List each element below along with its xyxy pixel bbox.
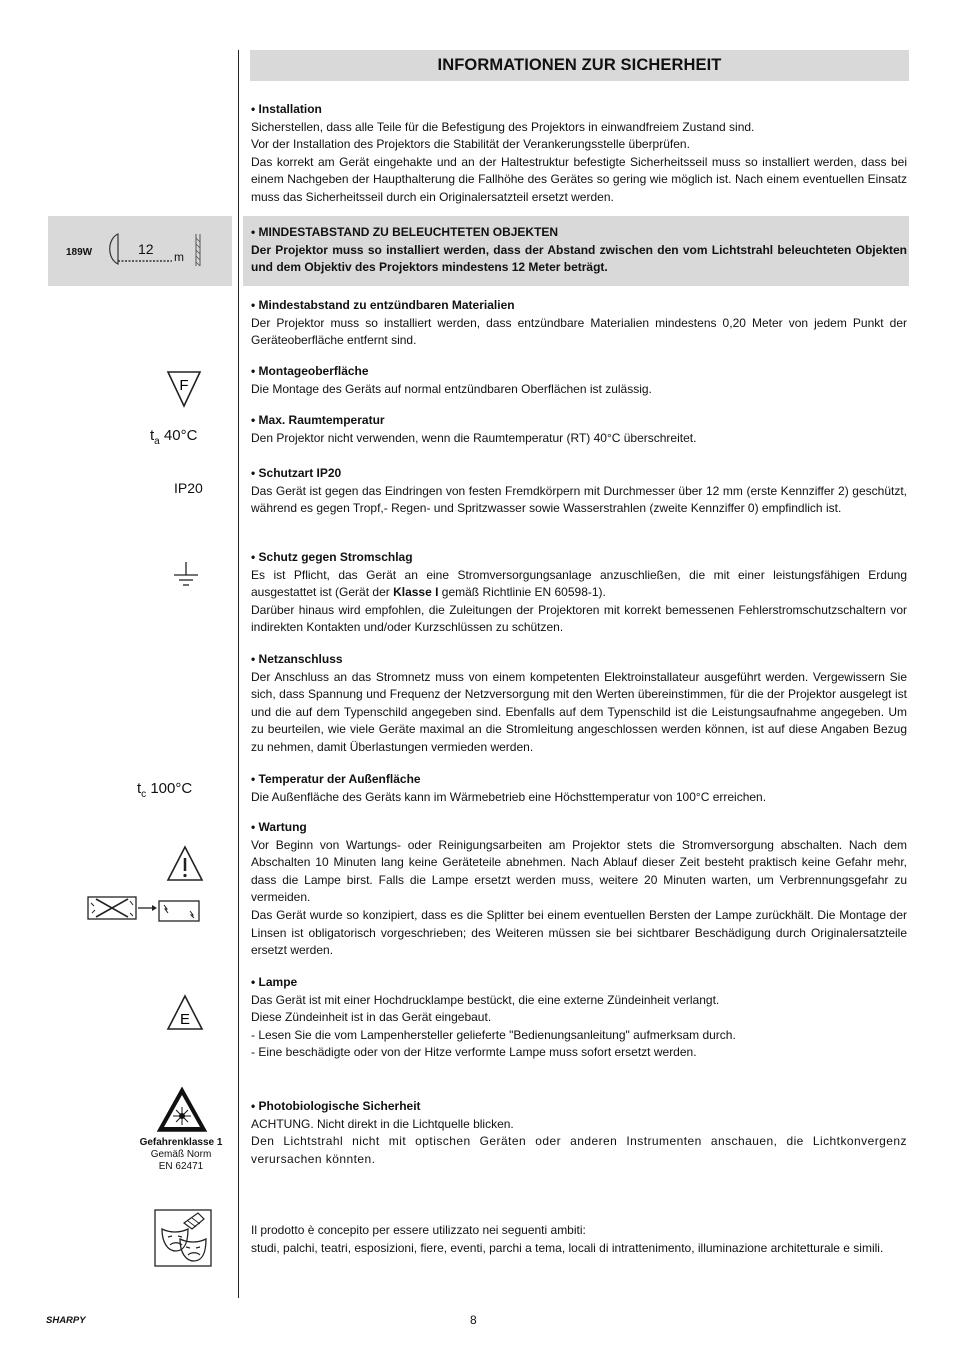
warning-icon bbox=[166, 845, 204, 883]
section-heading: • Mindestabstand zu entzündbaren Materialien bbox=[251, 298, 515, 312]
lamp-replacement-icon bbox=[86, 895, 204, 925]
section-text: Die Montage des Geräts auf normal entzündbaren Oberflächen ist zulässig. bbox=[251, 381, 652, 396]
section-ip20 bbox=[251, 465, 907, 518]
section-mains bbox=[251, 651, 907, 757]
section-text: Das Gerät wurde so konzipiert, dass es die Splitter bei einem eventuellen Bersten der Lampe zurückhält. Die Montage der Linsen ist obligatorisch vorgeschrieben; des Weiteren müssen sie bei sichtbarer Beschädigung durch Originalersatzteile ersetzt werden. bbox=[251, 907, 907, 958]
section-line: Das Gerät ist mit einer Hochdrucklampe bestückt, die eine externe Zündeinheit verlangt. bbox=[251, 992, 720, 1007]
section-text: Der Projektor muss so installiert werden, dass der Abstand zwischen den vom Lichtstrahl beleuchteten Objekten und dem Objektiv des Projektors mindestens 12 Meter beträgt. bbox=[251, 242, 907, 275]
beam-distance-value: 12 bbox=[138, 241, 154, 257]
section-line: Vor der Installation des Projektors die Stabilität der Verankerungsstelle überprüfen. bbox=[251, 137, 690, 152]
section-heading: • MINDESTABSTAND ZU BELEUCHTETEN OBJEKTEN bbox=[251, 225, 559, 239]
section-heading: • Schutzart IP20 bbox=[251, 466, 342, 480]
section-min-distance-flammable bbox=[251, 297, 907, 350]
section-installation bbox=[251, 101, 907, 207]
footer-brand: SHARPY bbox=[46, 1315, 86, 1326]
section-max-temp bbox=[251, 412, 907, 447]
section-photobio bbox=[251, 1098, 907, 1168]
ip-rating-symbol: IP20 bbox=[174, 480, 203, 496]
section-text: Das Gerät ist gegen das Eindringen von festen Fremdkörpern mit Durchmesser über 12 mm (erste Kennziffer 2) geschützt, während es gegen Tropf,- Regen- und Spritzwasser sowie Wasserstrahlen (zweite Kennziffer 0) empfindlich ist. bbox=[251, 483, 907, 516]
beam-distance-symbol-panel bbox=[48, 216, 232, 286]
section-line: studi, palchi, teatri, esposizioni, fiere, eventi, parchi a tema, locali di intrattenimento, illuminazione architetturale e simili. bbox=[251, 1240, 884, 1255]
hazard-norm-number: EN 62471 bbox=[158, 1161, 204, 1172]
section-heading: • Lampe bbox=[251, 975, 298, 989]
beam-distance-unit: m bbox=[174, 250, 184, 264]
section-usage bbox=[251, 1222, 907, 1257]
surface-temp-symbol: $t_c$ 100°C bbox=[137, 780, 193, 800]
section-shock: • Schutz gegen Stromschlag Es ist Pflicht, das Gerät an eine Stromversorgungsanlage anzuschließen, die mit einer leistungsfähigen Erdung ausgestattet ist (Gerät der Klasse I gemäß Richtlinie EN 60598-1). Darüber hinaus wird empfohlen, die Zuleitungen der Projektoren mit korrekt bemessenen Fehlerstromschutzschaltern vor indirekten Kontakten und/oder Kurzschlüssen zu schützen. bbox=[251, 549, 907, 637]
section-text: Die Außenfläche des Geräts kann im Wärmebetrieb eine Höchsttemperatur von 100°C erreichen. bbox=[251, 789, 767, 804]
section-line: - Eine beschädigte oder von der Hitze verformte Lampe muss sofort ersetzt werden. bbox=[251, 1045, 697, 1060]
theatre-usage-icon bbox=[154, 1209, 212, 1267]
section-text: Den Projektor nicht verwenden, wenn die Raumtemperatur (RT) 40°C überschreitet. bbox=[251, 430, 697, 445]
section-heading: • Schutz gegen Stromschlag bbox=[251, 550, 413, 564]
section-line: Das korrekt am Gerät eingehakte und an der Haltestruktur befestigte Sicherheitsseil muss so installiert werden, dass bei einem Nachgeben der Haupthalterung die Fallhöhe des Gerätes so gering wie möglich ist. Nach einem eventuellen Einsatz muss das Sicherheitsseil durch ein Originalersatzteil ersetzt werden. bbox=[251, 154, 907, 204]
section-line: ACHTUNG. Nicht direkt in die Lichtquelle blicken. bbox=[251, 1116, 514, 1131]
beam-distance-icon bbox=[100, 230, 218, 270]
section-text: Der Anschluss an das Stromnetz muss von einem kompetenten Elektroinstallateur ausgeführt werden. Vergewissern Sie sich, dass Spannung und Frequenz der Netzversorgung mit den Werten übereinstimmen, für die der Projektor ausgelegt ist und die auf dem Typenschild angegeben sind. Ebenfalls auf dem Typenschild ist die Leistungsaufnahme angegeben. Um zu beurteilen, wie viele Geräte maximal an die Stromleitung angeschlossen werden können, ist auf diese Angaben Bezug zu nehmen, damit Überlastungen vermieden werden. bbox=[251, 669, 907, 754]
ambient-temp-symbol: $t_a$ 40°C bbox=[150, 427, 198, 447]
lamp-type-letter: E bbox=[179, 1011, 191, 1028]
photobiological-hazard-icon bbox=[156, 1086, 208, 1134]
section-heading: • Wartung bbox=[251, 820, 307, 834]
section-heading: • Temperatur der Außenfläche bbox=[251, 772, 421, 786]
section-maintenance bbox=[251, 819, 907, 960]
section-line: Den Lichtstrahl nicht mit optischen Geräten oder anderen Instrumenten anschauen, die Lichtkonvergenz verursachen könnten. bbox=[251, 1134, 907, 1166]
section-lamp bbox=[251, 974, 907, 1062]
hazard-norm-label: Gemäß Norm bbox=[150, 1149, 212, 1160]
section-min-distance-objects bbox=[251, 224, 907, 277]
page-number: 8 bbox=[470, 1313, 477, 1327]
section-text: Vor Beginn von Wartungs- oder Reinigungsarbeiten am Projektor stets die Stromversorgung abschalten. Nach dem Abschalten 10 Minuten lang keine Geräteteile abnehmen. Nach Ablauf dieser Zeit besteht praktisch keine Gefahr mehr, dass die Lampe birst. Falls die Lampe ersetzt werden muss, weitere 20 Minuten warten, um Verbrennungsgefahr zu vermeiden. bbox=[251, 837, 907, 905]
ground-icon bbox=[172, 562, 200, 588]
page-title: INFORMATIONEN ZUR SICHERHEIT bbox=[250, 50, 909, 81]
section-surface-temp bbox=[251, 771, 907, 806]
section-line: Diese Zündeinheit ist in das Gerät eingebaut. bbox=[251, 1010, 492, 1025]
section-line: Sicherstellen, dass alle Teile für die Befestigung des Projektors in einwandfreiem Zustand sind. bbox=[251, 119, 755, 134]
lamp-type-icon bbox=[166, 994, 204, 1032]
section-heading: • Installation bbox=[251, 102, 322, 116]
section-mounting bbox=[251, 363, 907, 398]
flammable-letter: F bbox=[179, 377, 189, 394]
section-heading: • Photobiologische Sicherheit bbox=[251, 1099, 421, 1113]
section-heading: • Max. Raumtemperatur bbox=[251, 413, 385, 427]
hazard-class-label: Gefahrenklasse 1 bbox=[139, 1137, 223, 1148]
section-heading: • Montageoberfläche bbox=[251, 364, 369, 378]
section-text: Darüber hinaus wird empfohlen, die Zuleitungen der Projektoren mit korrekt bemessenen Fehlerstromschutzschaltern vor indirekten Kontakten und/oder Kurzschlüssen zu schützen. bbox=[251, 602, 907, 635]
flammable-surface-icon bbox=[166, 370, 202, 408]
section-text: Der Projektor muss so installiert werden, dass entzündbare Materialien mindestens 0,20 Meter von jedem Punkt der Geräteoberfläche entfernt sind. bbox=[251, 315, 907, 348]
column-divider bbox=[238, 50, 239, 1298]
section-line: Il prodotto è concepito per essere utilizzato nei seguenti ambiti: bbox=[251, 1223, 586, 1237]
section-line: - Lesen Sie die vom Lampenhersteller gelieferte "Bedienungsanleitung" aufmerksam durch. bbox=[251, 1027, 736, 1042]
hazard-class-block bbox=[120, 1137, 242, 1173]
section-heading: • Netzanschluss bbox=[251, 652, 343, 666]
beam-power-label: 189W bbox=[66, 247, 93, 258]
